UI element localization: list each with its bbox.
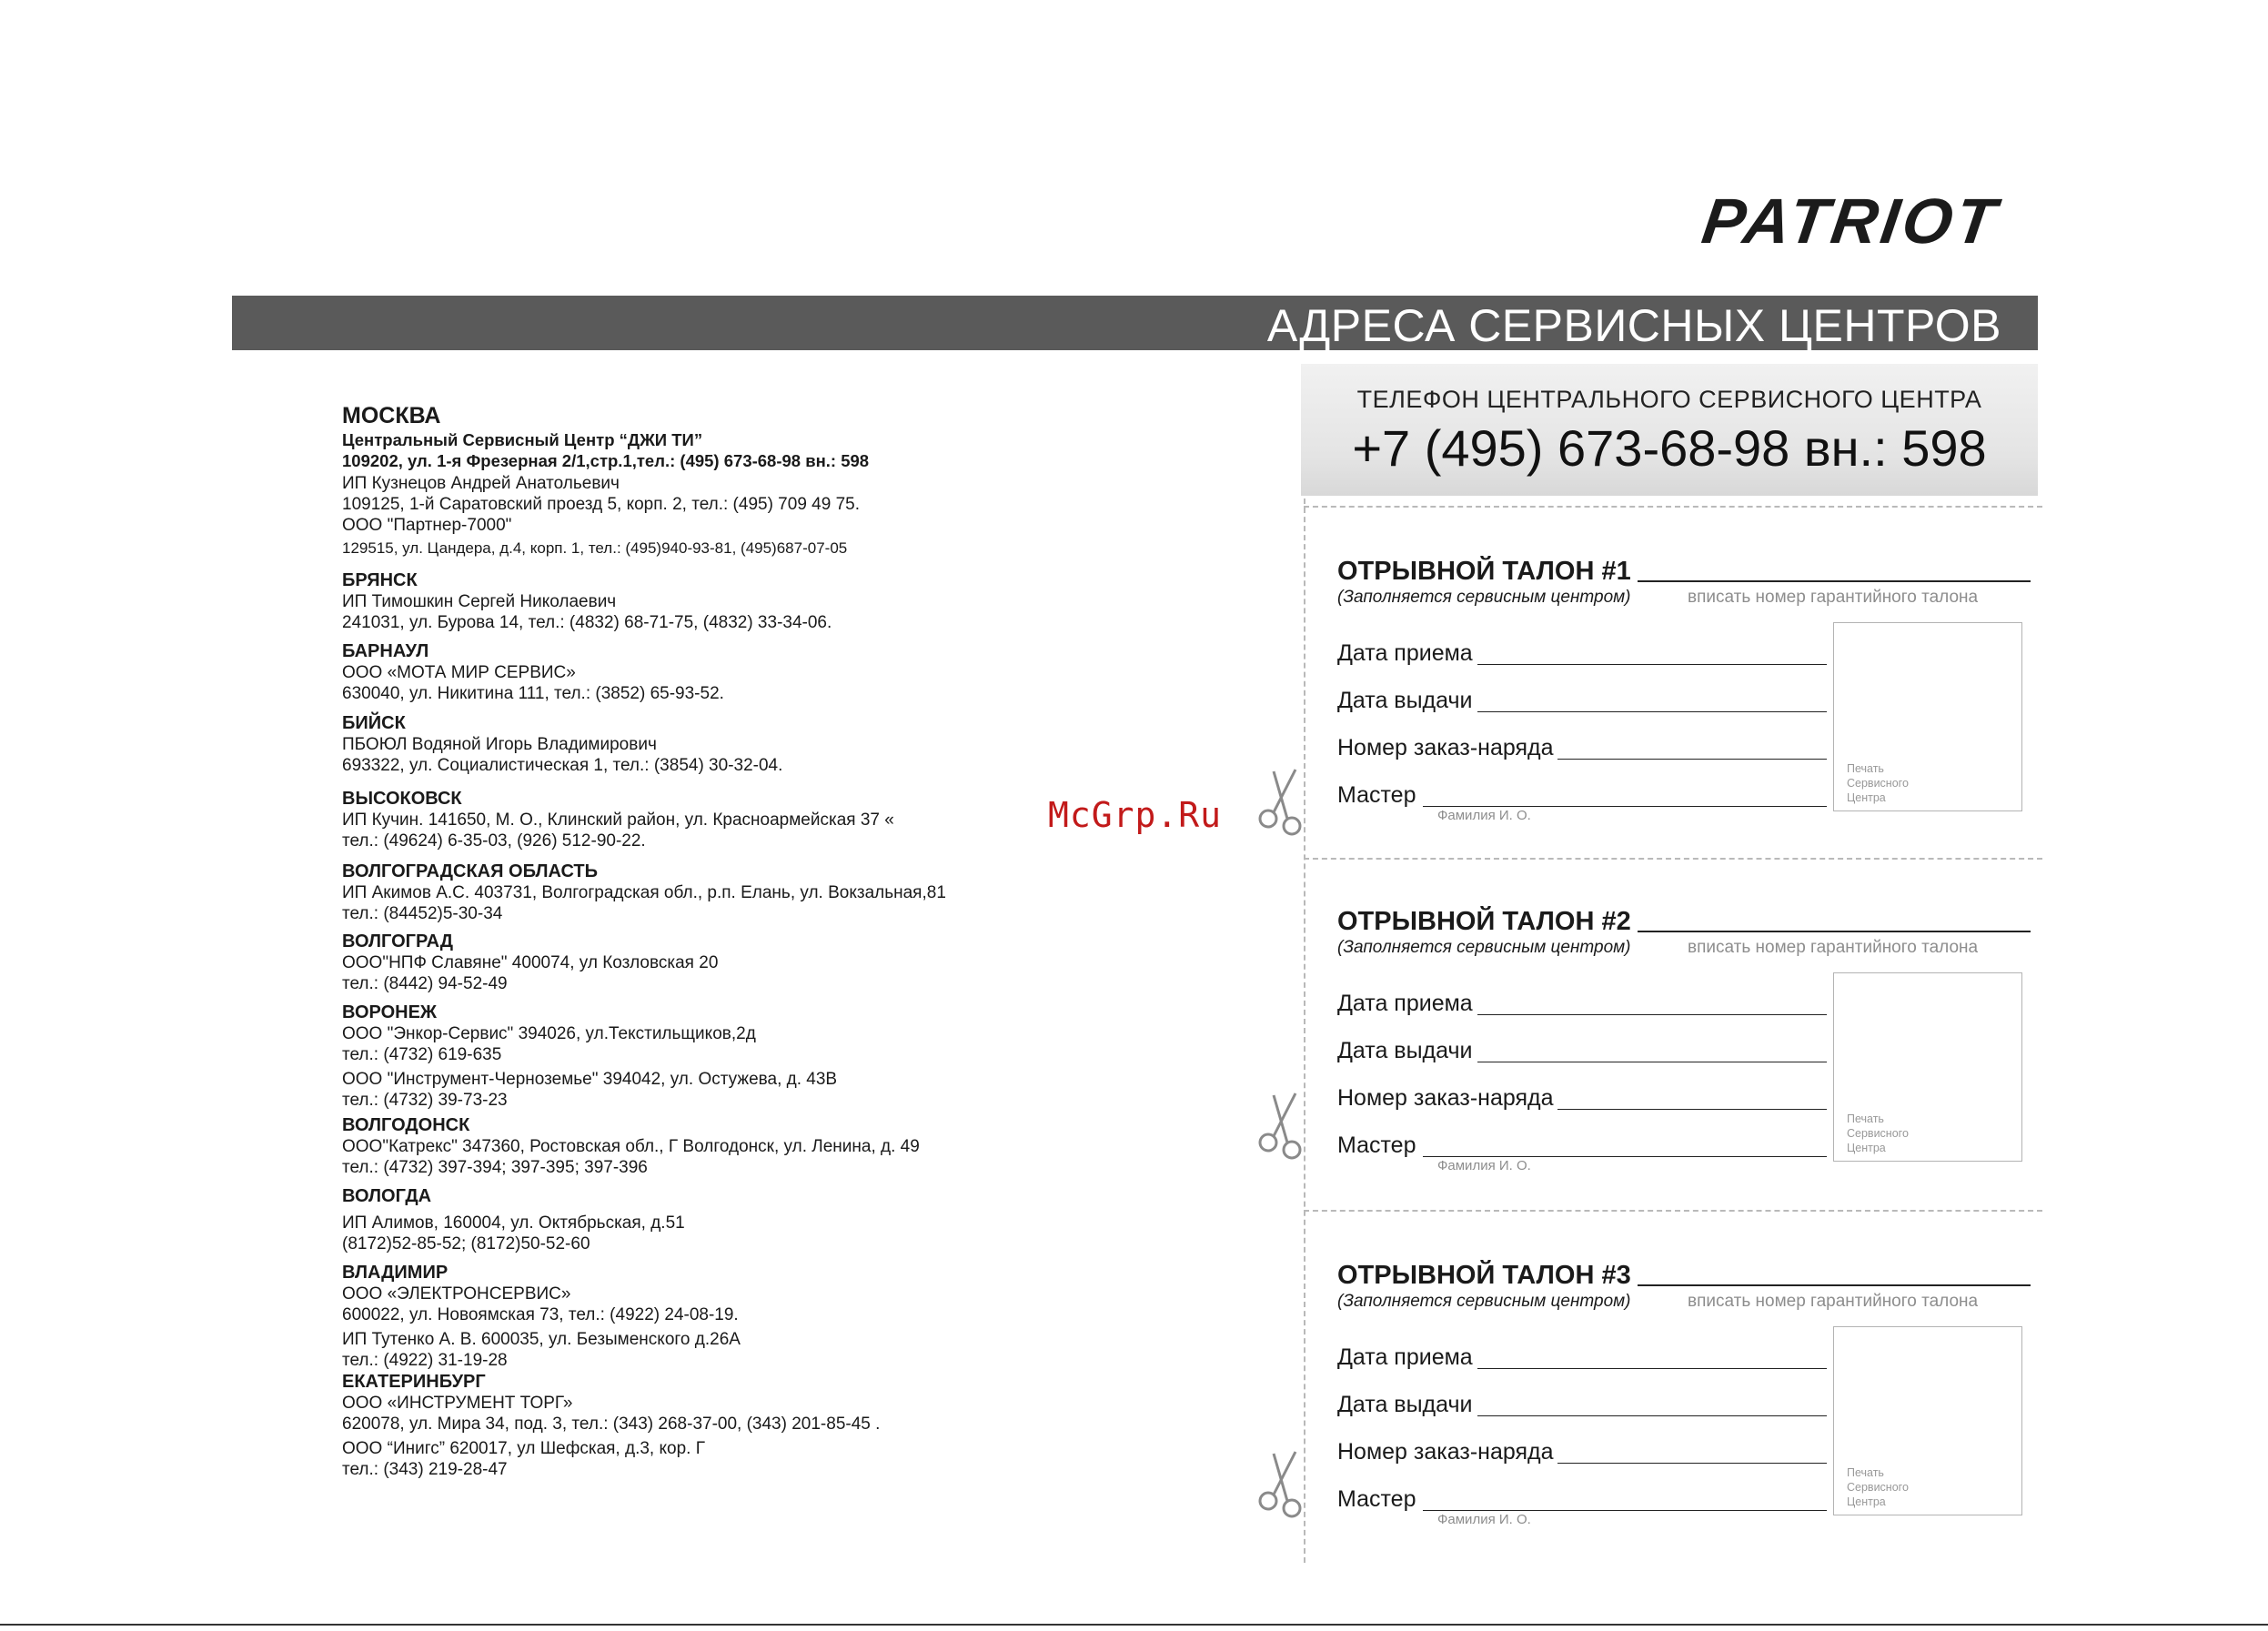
address-line: 600022, ул. Новоямская 73, тел.: (4922) 24-08-19. (342, 1305, 739, 1324)
ticket-subtitle: (Заполняется сервисным центром) (1337, 588, 1631, 607)
ticket-hint: вписать номер гарантийного талона (1688, 938, 1979, 957)
stamp-label: Печать (1847, 1113, 1884, 1125)
address-line: 630040, ул. Никитина 111, тел.: (3852) 65-93-52. (342, 684, 724, 703)
address-line: тел.: (8442) 94-52-49 (342, 974, 508, 993)
central-phone-caption: ТЕЛЕФОН ЦЕНТРАЛЬНОГО СЕРВИСНОГО ЦЕНТРА (1356, 386, 1982, 413)
address-voronezh (342, 1002, 837, 1111)
date-issued-label: Дата выдачи (1337, 688, 1473, 713)
address-volgograd-region (342, 861, 946, 924)
address-vysokovsk (342, 789, 894, 851)
address-line: ООО «ИНСТРУМЕНТ ТОРГ» (342, 1394, 573, 1413)
address-line: тел.: (84452)5-30-34 (342, 904, 503, 923)
address-volgograd (342, 931, 718, 994)
section-banner (232, 296, 2038, 350)
city-name: ВОЛГОДОНСК (342, 1115, 470, 1135)
address-line: ИП Тимошкин Сергей Николаевич (342, 592, 617, 611)
address-line: тел.: (4732) 397-394; 397-395; 397-396 (342, 1158, 648, 1177)
date-received-label: Дата приема (1337, 991, 1473, 1016)
address-line: 693322, ул. Социалистическая 1, тел.: (3854) 30-32-04. (342, 756, 783, 775)
date-received-field[interactable] (1477, 664, 1827, 665)
warranty-number-line[interactable] (1638, 931, 2031, 932)
address-line: ООО «ЭЛЕКТРОНСЕРВИС» (342, 1284, 571, 1304)
page-bottom-rule (0, 1624, 2268, 1626)
city-name: БАРНАУЛ (342, 641, 429, 661)
address-line: 620078, ул. Мира 34, под. 3, тел.: (343) 268-37-00, (343) 201-85-45 . (342, 1415, 881, 1434)
tear-off-ticket-3 (1337, 1261, 2029, 1552)
address-line: ИП Кузнецов Андрей Анатольевич (342, 474, 620, 493)
warranty-number-line[interactable] (1638, 1284, 2031, 1286)
date-issued-label: Дата выдачи (1337, 1038, 1473, 1063)
address-barnaul (342, 641, 724, 704)
address-line: ПБОЮЛ Водяной Игорь Владимирович (342, 735, 657, 754)
order-number-label: Номер заказ-наряда (1337, 1085, 1554, 1111)
banner-title: АДРЕСА СЕРВИСНЫХ ЦЕНТРОВ (1266, 300, 2001, 351)
address-line: ООО “Инигс” 620017, ул Шефская, д.3, кор. Г (342, 1439, 705, 1458)
order-number-label: Номер заказ-наряда (1337, 735, 1554, 760)
fio-hint: Фамилия И. О. (1437, 808, 1531, 823)
stamp-label: Сервисного (1847, 1481, 1909, 1494)
date-issued-field[interactable] (1477, 711, 1827, 712)
address-ekaterinburg (342, 1372, 880, 1480)
city-name: БИЙСК (342, 713, 406, 733)
cut-line-vertical (1304, 498, 1305, 1563)
master-field[interactable] (1423, 1156, 1827, 1157)
date-received-label: Дата приема (1337, 640, 1473, 666)
stamp-area (1833, 1326, 2022, 1515)
address-volgodonsk (342, 1115, 920, 1178)
address-vologda (342, 1186, 685, 1254)
cut-line (1304, 858, 2042, 860)
address-moscow (342, 402, 869, 559)
central-phone-box (1301, 364, 2038, 496)
central-phone-number: +7 (495) 673-68-98 вн.: 598 (1352, 419, 1987, 477)
date-received-label: Дата приема (1337, 1344, 1473, 1370)
ticket-hint: вписать номер гарантийного талона (1688, 588, 1979, 607)
address-line: (8172)52-85-52; (8172)50-52-60 (342, 1234, 590, 1253)
stamp-area (1833, 972, 2022, 1162)
city-name: БРЯНСК (342, 570, 418, 590)
master-field[interactable] (1423, 1510, 1827, 1511)
address-bryansk (342, 570, 832, 633)
address-line: ИП Акимов А.С. 403731, Волгоградская обл., р.п. Елань, ул. Вокзальная,81 (342, 883, 946, 902)
stamp-label: Печать (1847, 1466, 1884, 1479)
address-line: ИП Кучин. 141650, М. О., Клинский район, ул. Красноармейская 37 « (342, 810, 894, 830)
address-line: тел.: (4732) 39-73-23 (342, 1091, 508, 1110)
order-number-field[interactable] (1557, 1463, 1827, 1464)
date-received-field[interactable] (1477, 1368, 1827, 1369)
address-line: ООО"НПФ Славяне" 400074, ул Козловская 20 (342, 953, 719, 972)
master-label: Мастер (1337, 1486, 1416, 1512)
address-biysk (342, 713, 782, 776)
stamp-label: Сервисного (1847, 1127, 1909, 1140)
center-address: 109202, ул. 1-я Фрезерная 2/1,стр.1,тел.: (495) 673-68-98 вн.: 598 (342, 451, 870, 470)
city-name: ВОРОНЕЖ (342, 1002, 437, 1022)
stamp-label: Центра (1847, 1142, 1886, 1154)
address-line: ИП Алимов, 160004, ул. Октябрьская, д.51 (342, 1213, 685, 1233)
tear-off-ticket-2 (1337, 907, 2029, 1198)
city-name: МОСКВА (342, 403, 441, 428)
address-vladimir (342, 1263, 741, 1371)
city-name: ВОЛГОГРАД (342, 931, 454, 951)
center-name: Центральный Сервисный Центр “ДЖИ ТИ” (342, 430, 703, 449)
patriot-logo: PATRIOT (1698, 186, 2004, 257)
cut-line (1304, 506, 2042, 508)
address-line: тел.: (4922) 31-19-28 (342, 1351, 508, 1370)
scissors-icon (1255, 1090, 1310, 1163)
date-received-field[interactable] (1477, 1014, 1827, 1015)
date-issued-label: Дата выдачи (1337, 1392, 1473, 1417)
ticket-title: ОТРЫВНОЙ ТАЛОН #2 (1337, 907, 1631, 936)
stamp-area (1833, 622, 2022, 811)
order-number-field[interactable] (1557, 1109, 1827, 1110)
stamp-label: Сервисного (1847, 777, 1909, 790)
fio-hint: Фамилия И. О. (1437, 1158, 1531, 1173)
order-number-label: Номер заказ-наряда (1337, 1439, 1554, 1465)
master-label: Мастер (1337, 1133, 1416, 1158)
address-line: ИП Тутенко А. В. 600035, ул. Безыменского д.26А (342, 1330, 741, 1349)
address-line: 109125, 1-й Саратовский проезд 5, корп. 2, тел.: (495) 709 49 75. (342, 495, 860, 514)
address-line: 241031, ул. Бурова 14, тел.: (4832) 68-71-75, (4832) 33-34-06. (342, 613, 832, 632)
address-line: тел.: (343) 219-28-47 (342, 1460, 508, 1479)
cut-line (1304, 1210, 2042, 1212)
stamp-label: Центра (1847, 791, 1886, 804)
date-issued-field[interactable] (1477, 1415, 1827, 1416)
address-line: ООО "Партнер-7000" (342, 516, 512, 535)
address-line: ООО "Энкор-Сервис" 394026, ул.Текстильщиков,2д (342, 1024, 756, 1043)
ticket-hint: вписать номер гарантийного талона (1688, 1292, 1979, 1311)
watermark: McGrp.Ru (1048, 795, 1223, 835)
scissors-icon (1255, 1448, 1310, 1521)
warranty-number-line[interactable] (1638, 580, 2031, 582)
city-name: ВОЛГОГРАДСКАЯ ОБЛАСТЬ (342, 861, 598, 881)
scissors-icon (1255, 766, 1310, 839)
city-name: ВЫСОКОВСК (342, 789, 462, 809)
city-name: ЕКАТЕРИНБУРГ (342, 1372, 486, 1392)
fio-hint: Фамилия И. О. (1437, 1512, 1531, 1527)
address-line: ООО "Инструмент-Черноземье" 394042, ул. Остужева, д. 43В (342, 1070, 838, 1089)
stamp-label: Центра (1847, 1495, 1886, 1508)
address-line: тел.: (4732) 619-635 (342, 1045, 502, 1064)
master-field[interactable] (1423, 806, 1827, 807)
city-name: ВОЛОГДА (342, 1186, 432, 1206)
city-name: ВЛАДИМИР (342, 1263, 449, 1283)
ticket-title: ОТРЫВНОЙ ТАЛОН #1 (1337, 557, 1631, 586)
master-label: Мастер (1337, 782, 1416, 808)
address-line: ООО «МОТА МИР СЕРВИС» (342, 663, 576, 682)
tear-off-ticket-1 (1337, 557, 2029, 848)
stamp-label: Печать (1847, 762, 1884, 775)
address-line: тел.: (49624) 6-35-03, (926) 512-90-22. (342, 831, 646, 851)
order-number-field[interactable] (1557, 759, 1827, 760)
address-line: ООО"Катрекс" 347360, Ростовская обл., Г Волгодонск, ул. Ленина, д. 49 (342, 1137, 920, 1156)
address-line: 129515, ул. Цандера, д.4, корп. 1, тел.: (495)940-93-81, (495)687-07-05 (342, 539, 848, 557)
ticket-subtitle: (Заполняется сервисным центром) (1337, 1292, 1631, 1311)
ticket-title: ОТРЫВНОЙ ТАЛОН #3 (1337, 1261, 1631, 1290)
ticket-subtitle: (Заполняется сервисным центром) (1337, 938, 1631, 957)
